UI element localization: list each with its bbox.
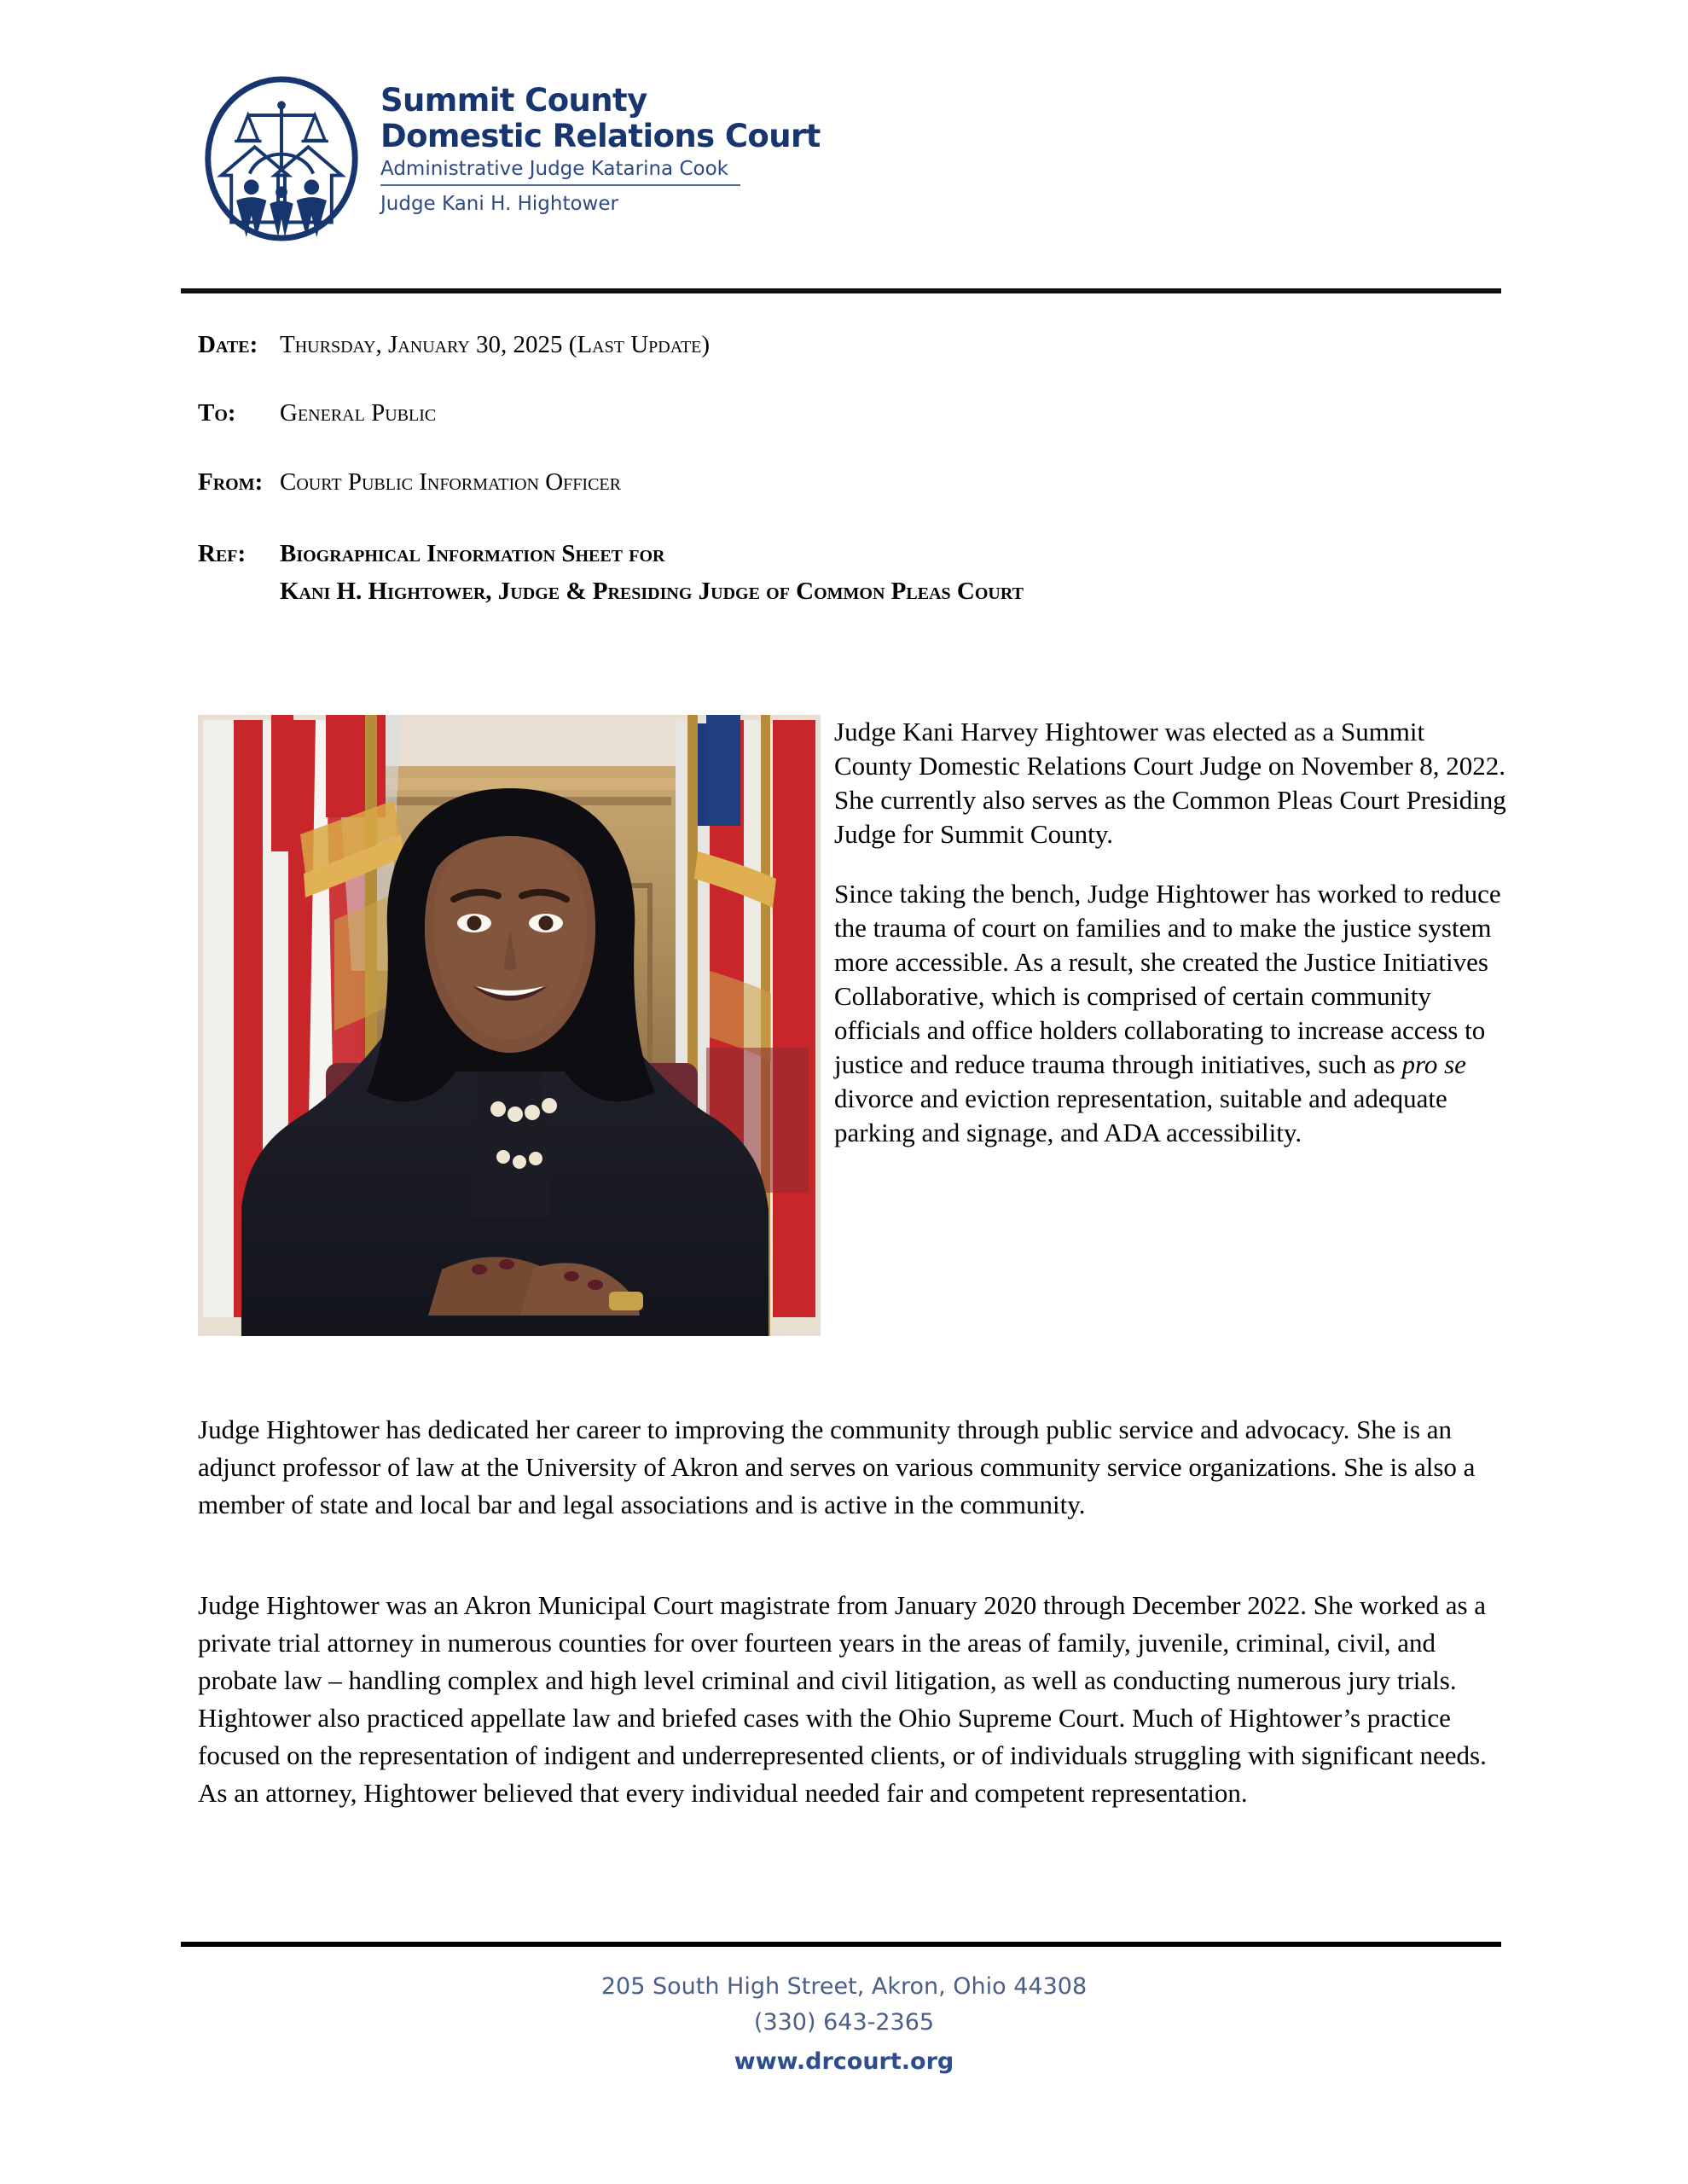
bio-paragraph-2-head: Since taking the bench, Judge Hightower has worked to reduce the trauma of court on families and to make the justice system more accessible. As a result, she created the Justice Initiatives Collaborative, which is comprised of certain community officials and office holders collaborating to increase access to justice and reduce trauma through initiatives, such as xyxy=(834,878,1501,1079)
bio-paragraph-3: Judge Hightower has dedicated her career to improving the community through public service and advocacy. She is an adjunct professor of law at the University of Akron and serves on various community service organizations. She is also a member of state and local bar and legal associations and is active in the community. xyxy=(198,1414,1476,1520)
judge-name: Judge Kani H. Hightower xyxy=(380,192,618,215)
letterhead xyxy=(198,75,821,242)
to-label: To: xyxy=(198,399,236,427)
from-value: Court Public Information Officer xyxy=(280,468,621,496)
memo-row-from xyxy=(198,467,1511,497)
header-divider xyxy=(181,288,1501,293)
bio-paragraph-3-block xyxy=(198,1411,1508,1524)
bio-paragraph-2-tail: divorce and eviction representation, suitable and adequate parking and signage, and ADA accessibility. xyxy=(834,1083,1447,1147)
bio-paragraph-4: Judge Hightower was an Akron Municipal Court magistrate from January 2020 through December 2022. She worked as a private trial attorney in numerous counties for over fourteen years in the areas of family, juvenile, criminal, civil, and probate law – handling complex and high level criminal and civil litigation, as well as conducting numerous jury trials. Hightower also practiced appellate law and briefed cases with the Ohio Supreme Court. Much of Hightower’s practice focused on the representation of indigent and underrepresented clients, or of individuals struggling with significant needs. As an attorney, Hightower believed that every individual needed fair and competent representation. xyxy=(198,1590,1487,1809)
date-value: Thursday, January 30, 2025 (Last Update) xyxy=(280,331,711,358)
bio-paragraph-2 xyxy=(834,877,1508,1150)
court-name-line2: Domestic Relations Court xyxy=(380,117,821,154)
date-label: Date: xyxy=(198,331,258,358)
memo-row-date xyxy=(198,329,1511,360)
administrative-judge-name: Administrative Judge Katarina Cook xyxy=(380,154,740,186)
court-name-lockup xyxy=(380,75,821,218)
court-name-line1: Summit County xyxy=(380,82,647,119)
bio-paragraph-4-block xyxy=(198,1587,1508,1812)
to-value: General Public xyxy=(280,399,437,427)
from-label: From: xyxy=(198,468,264,496)
court-seal-icon xyxy=(198,75,365,242)
pro-se-italic: pro se xyxy=(1401,1048,1466,1079)
footer-phone: (330) 643-2365 xyxy=(753,2008,935,2036)
footer-divider xyxy=(181,1942,1501,1947)
memo-row-to xyxy=(198,398,1511,428)
ref-value-line2: Kani H. Hightower, Judge & Presiding Judge of Common Pleas Court xyxy=(280,578,1024,605)
bio-right-column xyxy=(834,715,1508,1150)
footer-address: 205 South High Street, Akron, Ohio 44308 xyxy=(600,1973,1088,2000)
bio-paragraph-1: Judge Kani Harvey Hightower was elected as a Summit County Domestic Relations Court Judge on November 8, 2022. She currently also serves as the Common Pleas Court Presiding Judge for Summit County. xyxy=(834,717,1506,849)
ref-value xyxy=(280,538,1024,607)
page-footer xyxy=(0,1969,1688,2080)
ref-label: Ref: xyxy=(198,539,247,567)
ref-value-line1: Biographical Information Sheet for xyxy=(280,539,665,567)
judge-portrait xyxy=(198,715,821,1336)
footer-website-link[interactable]: www.drcourt.org xyxy=(734,2048,954,2075)
memo-row-ref xyxy=(198,538,1511,607)
memo-header xyxy=(198,329,1511,607)
